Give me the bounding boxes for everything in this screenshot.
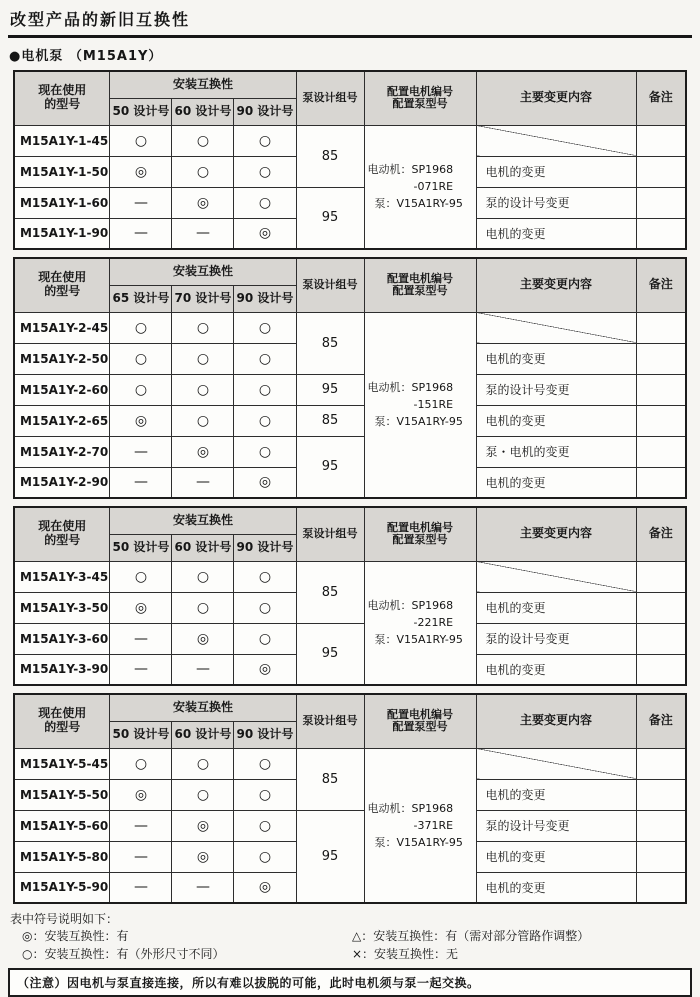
compat-symbol: — [110,436,172,467]
col-header-config-line1: 配置电机编号 [387,520,453,534]
config-cell [364,561,476,685]
col-header-config-line2: 配置泵型号 [392,533,448,547]
note-cell [636,436,686,467]
compat-symbol: ◎ [110,779,172,810]
col-header-config-line1: 配置电机编号 [387,271,453,285]
col-header-config [364,258,476,312]
change-cell-diagonal [476,125,636,156]
col-header-config-line2: 配置泵型号 [392,284,448,298]
compat-symbol: — [172,467,234,498]
note-cell [636,125,686,156]
pump-id: 泵：V15A1RY-95 [374,197,463,211]
col-header-model [14,71,110,125]
col-header-design: 90 设计号 [234,721,296,748]
compat-symbol: — [110,810,172,841]
col-header-note: 备注 [636,258,686,312]
pump-group-cell: 85 [296,405,364,436]
change-cell: 泵的设计号变更 [476,187,636,218]
compat-table-4 [13,693,687,904]
compat-symbol: ○ [234,592,296,623]
motor-id-suffix: -151RE [413,398,454,412]
col-header-compat: 安装互换性 [110,71,296,98]
change-cell: 泵・电机的变更 [476,436,636,467]
model-cell: M15A1Y-2-50 [14,343,110,374]
note-cell [636,810,686,841]
col-header-config-line2: 配置泵型号 [392,720,448,734]
note-cell [636,592,686,623]
pump-group-cell: 85 [296,125,364,187]
model-cell: M15A1Y-5-60 [14,810,110,841]
compat-symbol: ○ [110,374,172,405]
compat-symbol: ○ [234,343,296,374]
note-cell [636,841,686,872]
model-cell: M15A1Y-3-50 [14,592,110,623]
col-header-design: 50 设计号 [110,721,172,748]
model-cell: M15A1Y-3-90 [14,654,110,685]
change-cell: 电机的变更 [476,654,636,685]
note-cell [636,187,686,218]
col-header-model-line2: 的型号 [44,97,81,112]
motor-id-suffix: -221RE [413,616,454,630]
note-cell [636,218,686,249]
col-header-model [14,507,110,561]
compat-symbol: ○ [234,312,296,343]
compat-symbol: ◎ [110,156,172,187]
model-cell: M15A1Y-3-60 [14,623,110,654]
change-cell: 电机的变更 [476,405,636,436]
col-header-note: 备注 [636,71,686,125]
col-header-design: 60 设计号 [172,721,234,748]
symbol-legend [10,911,690,963]
col-header-pump-group: 泵设计组号 [296,507,364,561]
compat-symbol: ○ [234,841,296,872]
note-cell [636,654,686,685]
compat-symbol: — [110,872,172,903]
compat-symbol: ○ [172,405,234,436]
compat-symbol: ◎ [110,405,172,436]
col-header-model-line2: 的型号 [44,533,81,548]
model-cell: M15A1Y-5-45 [14,748,110,779]
pump-group-cell: 95 [296,436,364,498]
change-cell-diagonal [476,561,636,592]
pump-group-cell: 85 [296,561,364,623]
compat-symbol: ○ [172,125,234,156]
compat-symbol: ◎ [110,592,172,623]
col-header-design: 90 设计号 [234,534,296,561]
compat-symbol: ○ [234,748,296,779]
change-cell: 电机的变更 [476,841,636,872]
table-row [14,748,686,779]
col-header-model-line1: 现在使用 [38,519,87,534]
notice-box: （注意）因电机与泵直接连接，所以有难以拔脱的可能，此时电机须与泵一起交换。 [8,968,692,997]
change-cell: 泵的设计号变更 [476,623,636,654]
col-header-design: 90 设计号 [234,98,296,125]
compat-symbol: ○ [172,561,234,592]
change-cell-diagonal [476,312,636,343]
model-cell: M15A1Y-3-45 [14,561,110,592]
col-header-compat: 安装互换性 [110,258,296,285]
change-cell: 电机的变更 [476,872,636,903]
col-header-model-line2: 的型号 [44,720,81,735]
col-header-design: 90 设计号 [234,285,296,312]
model-cell: M15A1Y-1-60 [14,187,110,218]
compat-symbol: ◎ [172,187,234,218]
compat-symbol: ◎ [172,841,234,872]
model-cell: M15A1Y-2-60 [14,374,110,405]
col-header-change: 主要变更内容 [476,71,636,125]
col-header-pump-group: 泵设计组号 [296,71,364,125]
config-cell [364,748,476,903]
col-header-note: 备注 [636,694,686,748]
table-row [14,374,686,405]
pump-id: 泵：V15A1RY-95 [374,633,463,647]
compat-symbol: — [110,187,172,218]
col-header-change: 主要变更内容 [476,258,636,312]
compat-symbol: ○ [110,312,172,343]
pump-group-cell: 95 [296,623,364,685]
col-header-config [364,71,476,125]
note-cell [636,623,686,654]
col-header-model-line1: 现在使用 [38,706,87,721]
compat-symbol: — [172,654,234,685]
table-row [14,125,686,156]
col-header-model [14,258,110,312]
compat-symbol: ○ [172,156,234,187]
note-cell [636,343,686,374]
compat-symbol: — [110,218,172,249]
motor-id-suffix: -371RE [413,818,454,832]
note-cell [636,872,686,903]
model-cell: M15A1Y-5-80 [14,841,110,872]
note-cell [636,748,686,779]
table-row [14,561,686,592]
compat-symbol: — [110,654,172,685]
model-cell: M15A1Y-2-90 [14,467,110,498]
table-row [14,810,686,841]
compat-symbol: ○ [110,561,172,592]
compat-table-1 [13,70,687,250]
col-header-compat: 安装互换性 [110,694,296,721]
compat-symbol: — [110,623,172,654]
motor-id: 电动机：SP1968 [367,801,454,815]
table-row [14,187,686,218]
compat-symbol: ○ [172,312,234,343]
col-header-config [364,694,476,748]
note-cell [636,467,686,498]
col-header-note: 备注 [636,507,686,561]
compat-symbol: ◎ [234,654,296,685]
col-header-change: 主要变更内容 [476,507,636,561]
compat-symbol: ○ [110,125,172,156]
compat-symbol: — [110,841,172,872]
motor-id: 电动机：SP1968 [367,381,454,395]
model-cell: M15A1Y-5-90 [14,872,110,903]
table-row [14,436,686,467]
compat-symbol: ○ [172,779,234,810]
table-row [14,312,686,343]
change-cell: 电机的变更 [476,592,636,623]
compat-symbol: ◎ [172,436,234,467]
change-cell: 电机的变更 [476,218,636,249]
legend-grid [10,928,690,963]
col-header-compat: 安装互换性 [110,507,296,534]
compat-symbol: — [172,218,234,249]
note-cell [636,561,686,592]
compat-symbol: — [110,467,172,498]
col-header-design: 60 设计号 [172,534,234,561]
config-cell [364,125,476,249]
compat-symbol: ○ [234,187,296,218]
col-header-design: 65 设计号 [110,285,172,312]
compat-symbol: ○ [172,748,234,779]
compat-symbol: ○ [234,405,296,436]
col-header-model-line1: 现在使用 [38,270,87,285]
pump-id: 泵：V15A1RY-95 [374,415,463,429]
compat-symbol: ◎ [234,872,296,903]
compat-symbol: ○ [172,592,234,623]
motor-id-suffix: -071RE [413,180,454,194]
section-subtitle: ●电机泵 （M15A1Y） [9,49,163,64]
col-header-config-line1: 配置电机编号 [387,84,453,98]
compat-symbol: ○ [234,125,296,156]
legend-intro: 表中符号说明如下： [10,912,119,926]
legend-item: ○：安装互换性：有（外形尺寸不同） [22,946,225,961]
col-header-config [364,507,476,561]
compat-symbol: ◎ [234,218,296,249]
note-cell [636,312,686,343]
col-header-change: 主要变更内容 [476,694,636,748]
note-cell [636,374,686,405]
compat-symbol: ○ [234,810,296,841]
page-title: 改型产品的新旧互换性 [8,6,692,38]
col-header-design: 70 设计号 [172,285,234,312]
change-cell: 电机的变更 [476,467,636,498]
compat-symbol: ○ [110,343,172,374]
model-cell: M15A1Y-2-65 [14,405,110,436]
pump-group-cell: 95 [296,187,364,249]
col-header-design: 60 设计号 [172,98,234,125]
legend-item: ◎：安装互换性：有 [22,929,129,944]
compat-table-3 [13,506,687,686]
legend-item: △：安装互换性：有（需对部分管路作调整） [352,929,590,944]
pump-group-cell: 85 [296,312,364,374]
table-row [14,405,686,436]
pump-group-cell: 95 [296,810,364,903]
compat-table-2 [13,257,687,499]
change-cell: 泵的设计号变更 [476,374,636,405]
config-cell [364,312,476,498]
motor-id: 电动机：SP1968 [367,599,454,613]
legend-item: ×：安装互换性：无 [352,946,459,961]
model-cell: M15A1Y-1-50 [14,156,110,187]
table-row [14,623,686,654]
col-header-pump-group: 泵设计组号 [296,258,364,312]
pump-group-cell: 95 [296,374,364,405]
col-header-model-line2: 的型号 [44,284,81,299]
model-cell: M15A1Y-2-70 [14,436,110,467]
col-header-config-line1: 配置电机编号 [387,707,453,721]
model-cell: M15A1Y-2-45 [14,312,110,343]
compat-symbol: ○ [234,156,296,187]
compat-symbol: ◎ [172,623,234,654]
note-cell [636,156,686,187]
compat-symbol: ○ [234,561,296,592]
change-cell: 电机的变更 [476,779,636,810]
compat-symbol: — [172,872,234,903]
model-cell: M15A1Y-1-90 [14,218,110,249]
change-cell-diagonal [476,748,636,779]
model-cell: M15A1Y-1-45 [14,125,110,156]
compat-symbol: ○ [234,374,296,405]
col-header-model-line1: 现在使用 [38,83,87,98]
col-header-model [14,694,110,748]
compat-symbol: ◎ [172,810,234,841]
compat-symbol: ◎ [234,467,296,498]
compat-symbol: ○ [234,779,296,810]
note-cell [636,779,686,810]
model-cell: M15A1Y-5-50 [14,779,110,810]
pump-group-cell: 85 [296,748,364,810]
col-header-config-line2: 配置泵型号 [392,97,448,111]
compat-symbol: ○ [234,436,296,467]
compat-symbol: ○ [110,748,172,779]
col-header-design: 50 设计号 [110,98,172,125]
change-cell: 泵的设计号变更 [476,810,636,841]
change-cell: 电机的变更 [476,343,636,374]
col-header-design: 50 设计号 [110,534,172,561]
motor-id: 电动机：SP1968 [367,163,454,177]
note-cell [636,405,686,436]
col-header-pump-group: 泵设计组号 [296,694,364,748]
pump-id: 泵：V15A1RY-95 [374,835,463,849]
compat-symbol: ○ [234,623,296,654]
compat-symbol: ○ [172,374,234,405]
change-cell: 电机的变更 [476,156,636,187]
compat-symbol: ○ [172,343,234,374]
